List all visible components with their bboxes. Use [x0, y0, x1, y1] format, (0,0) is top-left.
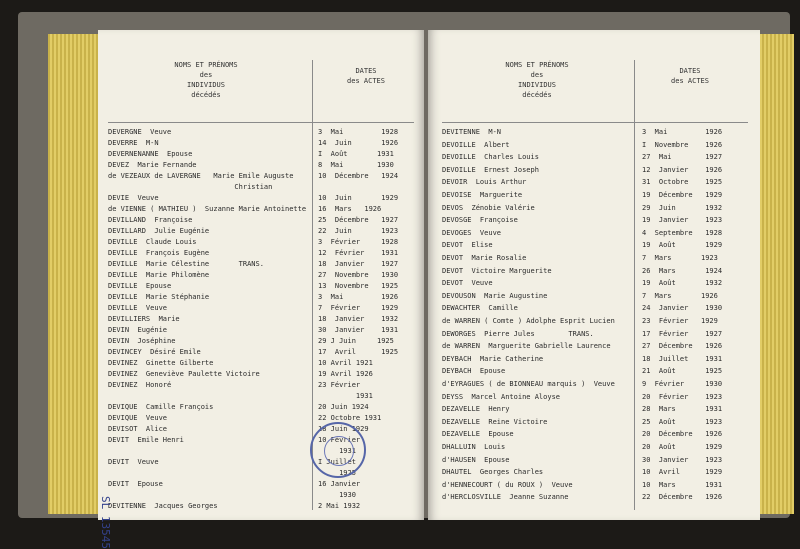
register-entry: [442, 468, 742, 476]
entry-name: DEVIN Joséphine: [108, 337, 176, 345]
entry-name: DEVILLARD Julie Eugénie: [108, 227, 210, 235]
entry-name: de VEZEAUX de LAVERGNE Marie Emile Auguste: [108, 172, 294, 180]
entry-date: 31 Octobre 1925: [642, 178, 723, 187]
entry-date: 16 Mars 1926: [318, 205, 382, 213]
entry-date: 29 Juin 1932: [642, 203, 723, 212]
stamp-inner-ring: [324, 436, 354, 466]
entry-name: DEVOGES Veuve: [442, 228, 502, 237]
entry-date: 8 Mai 1930: [318, 161, 394, 169]
register-entry: [442, 430, 742, 438]
entry-date: 20 Juin 1924: [318, 403, 369, 411]
register-entry: [108, 370, 408, 378]
entry-date: 29 J Juin 1925: [318, 337, 394, 345]
register-entry: [108, 315, 408, 323]
entry-date: 17 Février 1927: [642, 329, 723, 338]
entry-name: DEVIT Emile Henri: [108, 436, 184, 444]
register-entry: [108, 249, 408, 257]
entry-name: DEVITENNE Jacques Georges: [108, 502, 218, 510]
entry-date: 24 Janvier 1930: [642, 304, 723, 313]
register-entry: [108, 348, 408, 356]
entry-name: DEVOS Zénobie Valérie: [442, 203, 535, 212]
entry-date: 25 Août 1923: [642, 417, 723, 426]
entry-date: 1931: [318, 392, 373, 400]
register-entry: [442, 141, 742, 149]
register-entry: [442, 204, 742, 212]
register-entry: [108, 227, 408, 235]
entry-date: 7 Mars 1926: [642, 291, 718, 300]
left-page-edges: [48, 34, 98, 514]
right-page: [428, 30, 760, 520]
entry-name: de WARREN ( Comte ) Adolphe Esprit Lucien: [442, 317, 615, 325]
header-text: des: [530, 71, 544, 79]
entry-name: DEVITENNE M-N: [442, 128, 502, 136]
entry-date: 19 Août 1929: [642, 241, 723, 250]
register-entry: [442, 405, 742, 413]
entry-name: DEYBACH Epouse: [442, 367, 506, 376]
register-entry: [442, 330, 742, 338]
entry-date: 27 Mai 1927: [642, 153, 723, 162]
entry-name: DEVOILLE Albert: [442, 140, 510, 149]
register-entry: [108, 403, 408, 411]
entry-name: DEVILLE Epouse: [108, 282, 172, 290]
entry-name: DEVOILLE Charles Louis: [442, 153, 539, 162]
entry-name: DEZAVELLE Reine Victoire: [442, 417, 548, 426]
entry-name: DEVILLE Marie Stéphanie: [108, 293, 210, 301]
register-entry: [442, 456, 742, 464]
register-entry: [442, 128, 742, 136]
right-dates-header: [640, 66, 740, 128]
entry-date: 22 Juin 1923: [318, 227, 399, 235]
entry-name: DEVINEZ Geneviève Paulette Victoire: [108, 370, 260, 378]
entry-date: 23 Février: [318, 381, 361, 389]
entry-name: DEVEZ Marie Fernande: [108, 161, 197, 169]
entry-date: 1930: [318, 491, 356, 499]
entry-name: DEVERGNE Veuve: [108, 128, 172, 136]
register-entry: [108, 381, 408, 389]
entry-name: DEVIE Veuve: [108, 194, 159, 202]
entry-date: 9 Février 1930: [642, 380, 723, 388]
register-entry: [442, 481, 742, 489]
entry-name: d'EYRAGUES ( de BIONNEAU marquis ) Veuve: [442, 380, 615, 388]
entry-date: 18 Janvier 1932: [318, 315, 399, 323]
entry-name: DEZAVELLE Henry: [442, 405, 510, 414]
entry-name: DEVOT Elise: [442, 241, 493, 250]
entry-date: 18 Juin 1929: [318, 425, 369, 433]
entry-name: DEVINEZ Ginette Gilberte: [108, 359, 214, 367]
register-entry: [442, 254, 742, 262]
entry-name: DEVOT Victoire Marguerite: [442, 266, 552, 275]
entry-name: DEVERRE M-N: [108, 139, 159, 147]
header-text: des: [199, 71, 213, 79]
register-entry: [108, 183, 408, 191]
entry-date: 10 Avril 1921: [318, 359, 373, 367]
entry-date: 10 Avril 1929: [642, 468, 723, 477]
register-entry: [442, 304, 742, 312]
entry-date: 22 Octobre 1931: [318, 414, 382, 422]
register-entry: [442, 241, 742, 249]
entry-date: 18 Janvier 1927: [318, 260, 399, 268]
entry-date: 10 Juin 1929: [318, 194, 399, 202]
entry-name: DEVIQUE Veuve: [108, 414, 168, 422]
entry-name: DEVIN Eugénie: [108, 326, 168, 334]
entry-name: DEYBACH Marie Catherine: [442, 354, 544, 363]
entry-date: 10 Décembre 1924: [318, 172, 399, 180]
register-entry: [108, 282, 408, 290]
header-text: décédés: [522, 91, 552, 99]
register-entry: [108, 469, 408, 477]
register-entry: [108, 304, 408, 312]
left-names-header: [108, 60, 304, 122]
left-dates-header: [316, 66, 416, 128]
register-entry: [108, 480, 408, 488]
entry-date: I Novembre 1926: [642, 140, 723, 149]
entry-date: 7 Mars 1923: [642, 254, 718, 262]
register-entry: [442, 166, 742, 174]
header-text: des ACTES: [347, 77, 385, 85]
entry-name: de WARREN Marguerite Gabrielle Laurence: [442, 342, 611, 351]
register-book: [18, 12, 790, 549]
entry-name: DEVILLE François Eugène: [108, 249, 210, 257]
entry-date: 19 Janvier 1923: [642, 216, 723, 225]
entry-date: 27 Novembre 1930: [318, 271, 399, 279]
entry-name: DEWORGES Pierre Jules TRANS.: [442, 329, 594, 338]
right-names-header: [442, 60, 632, 122]
register-entry: [442, 153, 742, 161]
header-text: NOMS ET PRÉNOMS: [174, 61, 238, 69]
entry-date: 3 Mai 1928: [318, 128, 399, 136]
entry-date: 10 Février: [318, 436, 361, 444]
register-entry: [108, 216, 408, 224]
entry-date: 20 Février 1923: [642, 392, 723, 401]
entry-name: DEZAVELLE Epouse: [442, 430, 514, 439]
entry-date: 10 Mars 1931: [642, 480, 723, 489]
entry-date: 30 Janvier 1923: [642, 455, 723, 464]
register-entry: [442, 355, 742, 363]
entry-date: 28 Mars 1931: [642, 405, 723, 414]
register-entry: [442, 342, 742, 350]
entry-name: DEVOUSON Marie Augustine: [442, 291, 548, 300]
entry-name: Christian: [108, 183, 273, 191]
register-entry: [442, 178, 742, 186]
register-entry: [108, 337, 408, 345]
entry-date: 27 Décembre 1926: [642, 342, 723, 351]
header-text: des ACTES: [671, 77, 709, 85]
entry-name: DEVIT Veuve: [108, 458, 159, 466]
register-entry: [442, 380, 742, 388]
entry-name: DEVISOT Alice: [108, 425, 168, 433]
entry-date: 1931: [318, 447, 356, 455]
register-entry: [108, 271, 408, 279]
entry-date: 17 Avril 1925: [318, 348, 399, 356]
header-text: NOMS ET PRÉNOMS: [505, 61, 569, 69]
entry-date: 21 Août 1925: [642, 367, 723, 376]
entry-date: 12 Janvier 1926: [642, 165, 723, 174]
entry-name: DEVILLE Claude Louis: [108, 238, 197, 246]
entry-name: DEVIQUE Camille François: [108, 403, 214, 411]
register-entry: [108, 172, 408, 180]
header-rule: [108, 122, 414, 123]
header-text: décédés: [191, 91, 221, 99]
entry-name: DEYSS Marcel Antoine Aloyse: [442, 392, 561, 401]
register-entry: [442, 292, 742, 300]
register-entry: [442, 191, 742, 199]
entry-date: 2 Mai 1932: [318, 502, 361, 510]
entry-date: I Juillet: [318, 458, 356, 466]
entry-date: 18 Juillet 1931: [642, 354, 723, 363]
header-text: INDIVIDUS: [518, 81, 556, 89]
entry-name: DEVERNENANNE Epouse: [108, 150, 193, 158]
register-entry: [108, 293, 408, 301]
entry-name: d'HERCLOSVILLE Jeanne Suzanne: [442, 493, 569, 502]
entry-date: 1925: [318, 469, 356, 477]
entry-name: DEVILLIERS Marie: [108, 315, 180, 323]
entry-name: DEVIT Epouse: [108, 480, 163, 488]
register-entry: [108, 238, 408, 246]
entry-date: 4 Septembre 1928: [642, 228, 723, 237]
register-entry: [442, 418, 742, 426]
header-text: DATES: [679, 67, 701, 75]
entry-name: DEVOISE Marguerite: [442, 191, 523, 199]
register-entry: [108, 128, 408, 136]
entry-name: DEVOILLE Ernest Joseph: [442, 165, 539, 174]
entry-date: 20 Décembre 1926: [642, 430, 723, 439]
right-page-edges: [758, 34, 794, 514]
entry-date: 7 Février 1929: [318, 304, 399, 312]
entry-date: 20 Août 1929: [642, 443, 723, 451]
entry-date: 14 Juin 1926: [318, 139, 399, 147]
entry-date: 19 Décembre 1929: [642, 191, 723, 199]
register-entry: [442, 216, 742, 224]
entry-name: de VIENNE ( MATHIEU ) Suzanne Marie Antoinette: [108, 205, 307, 213]
entry-name: DEVILLE Marie Philomène: [108, 271, 210, 279]
register-entry: [108, 194, 408, 202]
register-entry: [108, 139, 408, 147]
register-entry: [108, 205, 408, 213]
register-entry: [108, 491, 408, 499]
register-entry: [442, 443, 742, 451]
header-rule: [442, 122, 748, 123]
register-entry: [108, 414, 408, 422]
entry-date: 25 Décembre 1927: [318, 216, 399, 224]
register-entry: [442, 367, 742, 375]
register-entry: [442, 279, 742, 287]
register-entry: [108, 260, 408, 268]
entry-name: DHAUTEL Georges Charles: [442, 468, 544, 477]
register-entry: [442, 267, 742, 275]
left-page: [98, 30, 424, 520]
header-text: INDIVIDUS: [187, 81, 225, 89]
entry-date: 30 Janvier 1931: [318, 326, 399, 334]
register-entry: [108, 502, 408, 510]
call-number: SL 13545: [99, 496, 112, 549]
register-entry: [108, 425, 408, 433]
register-entry: [442, 493, 742, 501]
entry-date: 12 Février 1931: [318, 249, 399, 257]
entry-name: DEVINCEY Désiré Emile: [108, 348, 201, 356]
entry-date: I Août 1931: [318, 150, 394, 158]
entry-date: 19 Avril 1926: [318, 370, 373, 378]
entry-date: 13 Novembre 1925: [318, 282, 399, 290]
entry-date: 23 Février 1929: [642, 317, 718, 325]
register-entry: [442, 229, 742, 237]
entry-name: DEVOT Marie Rosalie: [442, 254, 527, 262]
entry-name: DEVOT Veuve: [442, 279, 493, 288]
entry-date: 19 Août 1932: [642, 279, 723, 288]
entry-name: DEVINEZ Honoré: [108, 381, 172, 389]
entry-date: 16 Janvier: [318, 480, 361, 488]
register-entry: [108, 326, 408, 334]
library-stamp: [310, 422, 366, 478]
register-entry: [442, 393, 742, 401]
entry-date: 22 Décembre 1926: [642, 493, 723, 502]
entry-date: 26 Mars 1924: [642, 266, 723, 275]
entry-date: 3 Mai 1926: [318, 293, 399, 301]
register-entry: [108, 150, 408, 158]
entry-name: DEWACHTER Camille: [442, 304, 518, 313]
entry-name: DEVOSGE Françoise: [442, 216, 518, 225]
entry-date: 3 Février 1928: [318, 238, 399, 246]
entry-name: DEVILLE Marie Célestine TRANS.: [108, 260, 264, 268]
entry-name: DHALLUIN Louis: [442, 443, 506, 451]
register-entry: [108, 359, 408, 367]
register-entry: [108, 392, 408, 400]
entry-name: DEVILLAND Françoise: [108, 216, 193, 224]
entry-name: d'HENNECOURT ( du ROUX ) Veuve: [442, 480, 573, 489]
entry-name: DEVOIR Louis Arthur: [442, 178, 527, 187]
entry-name: d'HAUSEN Epouse: [442, 455, 510, 464]
entry-date: 3 Mai 1926: [642, 128, 723, 136]
register-entry: [108, 161, 408, 169]
entry-name: DEVILLE Veuve: [108, 304, 168, 312]
register-entry: [442, 317, 742, 325]
header-text: DATES: [355, 67, 377, 75]
